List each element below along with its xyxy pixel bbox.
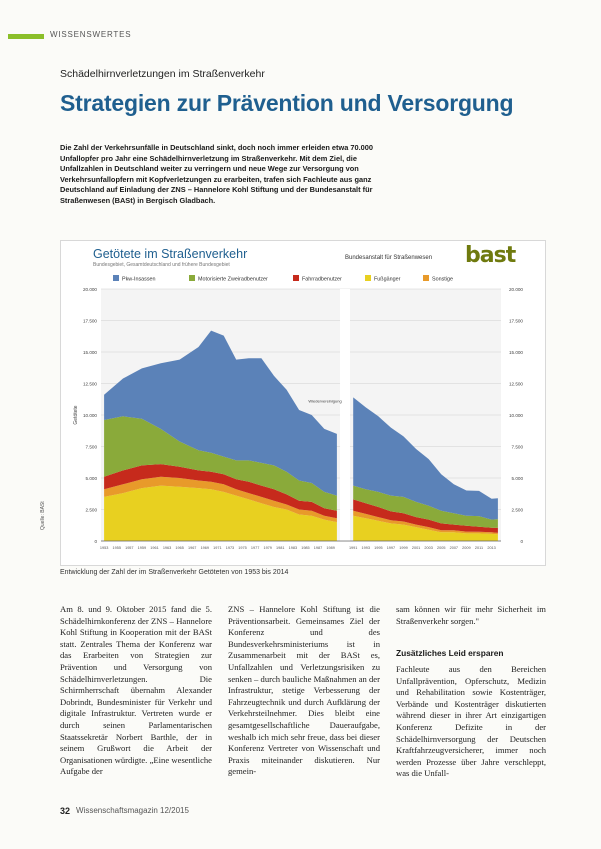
y-tick-label-right: 7.500 xyxy=(511,444,523,450)
x-tick-label: 1985 xyxy=(301,546,310,550)
y-tick-label-right: 20.000 xyxy=(508,287,523,292)
y-tick-label-left: 5.000 xyxy=(85,476,97,481)
page-number: 32 xyxy=(60,806,71,816)
body-column-3: Fachleute aus den Bereichen Unfallprävention, Opferschutz, Medizin und Rehabilitation sowie Kostenträger, Verbände und Kostenträger diskutierten während dieser in ihrer Art einzigartigen Konferenz Defizite in der Schädelhirnversorgung der Deutschen Kraftfahrzeugversicherer, immer noch werden Prozesse über Jahre verschleppt, was die Unfall- xyxy=(396,664,546,779)
chart-title: Getötete im Straßenverkehr xyxy=(93,247,248,261)
x-tick-label: 1957 xyxy=(125,546,134,550)
body-column-3-intro: sam können wir für mehr Sicherheit im Straßenverkehr sorgen." xyxy=(396,604,546,626)
x-tick-label: 2001 xyxy=(411,546,421,550)
x-tick-label: 2007 xyxy=(449,546,459,550)
y-tick-label-right: 12.500 xyxy=(508,381,523,387)
y-axis-label: Getötete xyxy=(73,405,79,425)
legend-swatch xyxy=(365,275,371,281)
figure-caption: Entwicklung der Zahl der im Straßenverkehr Getöteten von 1953 bis 2014 xyxy=(60,569,289,576)
legend-label: Fahrradbenutzer xyxy=(302,276,342,283)
magazine-name: Wissenschaftsmagazin 12/2015 xyxy=(76,806,189,815)
legend-swatch xyxy=(113,275,119,281)
x-tick-label: 1997 xyxy=(386,546,396,550)
section-label: WISSENSWERTES xyxy=(50,30,132,39)
legend-swatch xyxy=(293,275,299,281)
y-tick-label-right: 2.500 xyxy=(511,507,523,513)
x-tick-label: 1953 xyxy=(99,546,109,550)
legend-swatch xyxy=(423,275,429,281)
y-tick-label-right: 0 xyxy=(520,539,523,544)
x-tick-label: 1971 xyxy=(213,546,222,550)
y-tick-label-right: 10.000 xyxy=(508,413,523,418)
y-tick-label-left: 17.500 xyxy=(82,318,97,324)
x-tick-label: 1959 xyxy=(137,546,147,550)
article-kicker: Schädelhirnverletzungen im Straßenverkehr xyxy=(60,68,265,80)
x-tick-label: 1963 xyxy=(162,546,172,550)
y-tick-label-left: 0 xyxy=(94,539,97,544)
legend-label: Fußgänger xyxy=(374,276,401,283)
y-tick-label-left: 7.500 xyxy=(85,444,97,450)
y-tick-label-left: 10.000 xyxy=(82,413,97,418)
x-tick-label: 1975 xyxy=(238,546,247,550)
subheading: Zusätzliches Leid ersparen xyxy=(396,648,504,658)
y-tick-label-left: 15.000 xyxy=(82,350,97,355)
x-tick-label: 1965 xyxy=(175,546,184,550)
x-tick-label: 1983 xyxy=(288,546,298,550)
x-tick-label: 1989 xyxy=(326,546,335,550)
x-tick-label: 2011 xyxy=(474,546,484,550)
y-tick-label-left: 12.500 xyxy=(82,381,97,387)
article-headline: Strategien zur Prävention und Versorgung xyxy=(60,90,514,116)
body-column-1: Am 8. und 9. Oktober 2015 fand die 5. Schädelhirnkonferenz der ZNS – Hannelore Kohl Stiftung in Kooperation mit der BASt statt. Zentrales Thema der Konferenz war das Erarbeiten von Strategien zur Prävention und Versorgung von Schädelhirnverletzungen. Die Schirmherrschaft übernahm Alexander Dobrindt, Bundesminister für Verkehr und digitale Infrastruktur. Vertreten wurde er durch seinen Parlamentarischen Staatssekretär Norbert Barthle, der in seinem Grußwort die Arbeit der Organisationen würdigte. „Eine wesentliche Aufgabe der xyxy=(60,604,212,777)
y-tick-label-right: 5.000 xyxy=(511,476,523,481)
x-tick-label: 1977 xyxy=(250,546,260,550)
y-tick-label-right: 15.000 xyxy=(508,350,523,355)
legend-label: Pkw-Insassen xyxy=(122,276,156,283)
chart-figure xyxy=(60,240,546,566)
y-tick-label-left: 20.000 xyxy=(82,287,97,292)
x-tick-label: 1969 xyxy=(200,546,210,550)
chart-subtitle: Bundesgebiet, Gesamtdeutschland und frühere Bundesgebiet xyxy=(93,262,230,268)
figure-credit: Quelle: BASt xyxy=(40,501,46,530)
annotation-label: Wiedervereinigung xyxy=(308,398,342,404)
x-tick-label: 1981 xyxy=(276,546,285,550)
legend-swatch xyxy=(189,275,195,281)
x-tick-label: 2013 xyxy=(487,546,496,550)
body-column-2: ZNS – Hannelore Kohl Stiftung ist die Präventionsarbeit. Gemeinsames Ziel der Konferenz und des Bundesverkehrsministeriums ist in Zusammenarbeit mit der BASt es, Unfallzahlen und Verletzungsrisiken zu senken – durch bauliche Maßnahmen an der Infrastruktur, stetige Verbesserung der Fahrzeugtechnik und durch Aufklärung der Verkehrsteilnehmer. Dies bleibt eine gesamtgesellschaftliche Daueraufgabe, weshalb ich mich sehr freue, dass bei dieser Konferenz Vertreter von Wissenschaft und Praxis miteinander diskutieren. Nur gemein- xyxy=(228,604,380,777)
x-tick-label: 2009 xyxy=(462,546,471,550)
reunification-gap xyxy=(340,289,350,541)
chart-source: Bundesanstalt für Straßenwesen xyxy=(345,255,433,261)
x-tick-label: 1991 xyxy=(348,546,358,550)
x-tick-label: 1993 xyxy=(361,546,370,550)
x-tick-label: 1995 xyxy=(374,546,383,550)
y-tick-label-right: 17.500 xyxy=(508,318,523,324)
legend-label: Sonstige xyxy=(432,276,453,283)
x-tick-label: 1973 xyxy=(225,546,235,550)
x-tick-label: 1955 xyxy=(112,546,121,550)
x-tick-label: 1967 xyxy=(187,546,197,550)
x-tick-label: 1987 xyxy=(313,546,323,550)
x-tick-label: 2003 xyxy=(424,546,433,550)
section-color-bar xyxy=(8,34,44,39)
bast-logo: bast xyxy=(465,243,516,268)
legend-label: Motorisierte Zweiradbenutzer xyxy=(198,276,268,283)
y-tick-label-left: 2.500 xyxy=(85,507,97,513)
x-tick-label: 1979 xyxy=(263,546,272,550)
x-tick-label: 2005 xyxy=(437,546,446,550)
x-tick-label: 1999 xyxy=(399,546,408,550)
chart-canvas xyxy=(61,241,547,567)
x-tick-label: 1961 xyxy=(150,546,159,550)
article-lead: Die Zahl der Verkehrsunfälle in Deutschland sinkt, doch noch immer erleiden etwa 70.000 Unfallopfer pro Jahr eine Schädelhirnverletzung im Straßenverkehr. Mit dem Ziel, die Unfallzahlen in Deutschland weiter zu verringern und neue Wege zur Versorgung von Verkehrsunfallopfern mit Kopfverletzungen zu erarbeiten, trafen sich Fachleute aus ganz Deutschland auf Einladung der ZNS – Hannelore Kohl Stiftung und der Bundesanstalt für Straßenwesen (BASt) in Bergisch Gladbach. xyxy=(60,143,373,205)
